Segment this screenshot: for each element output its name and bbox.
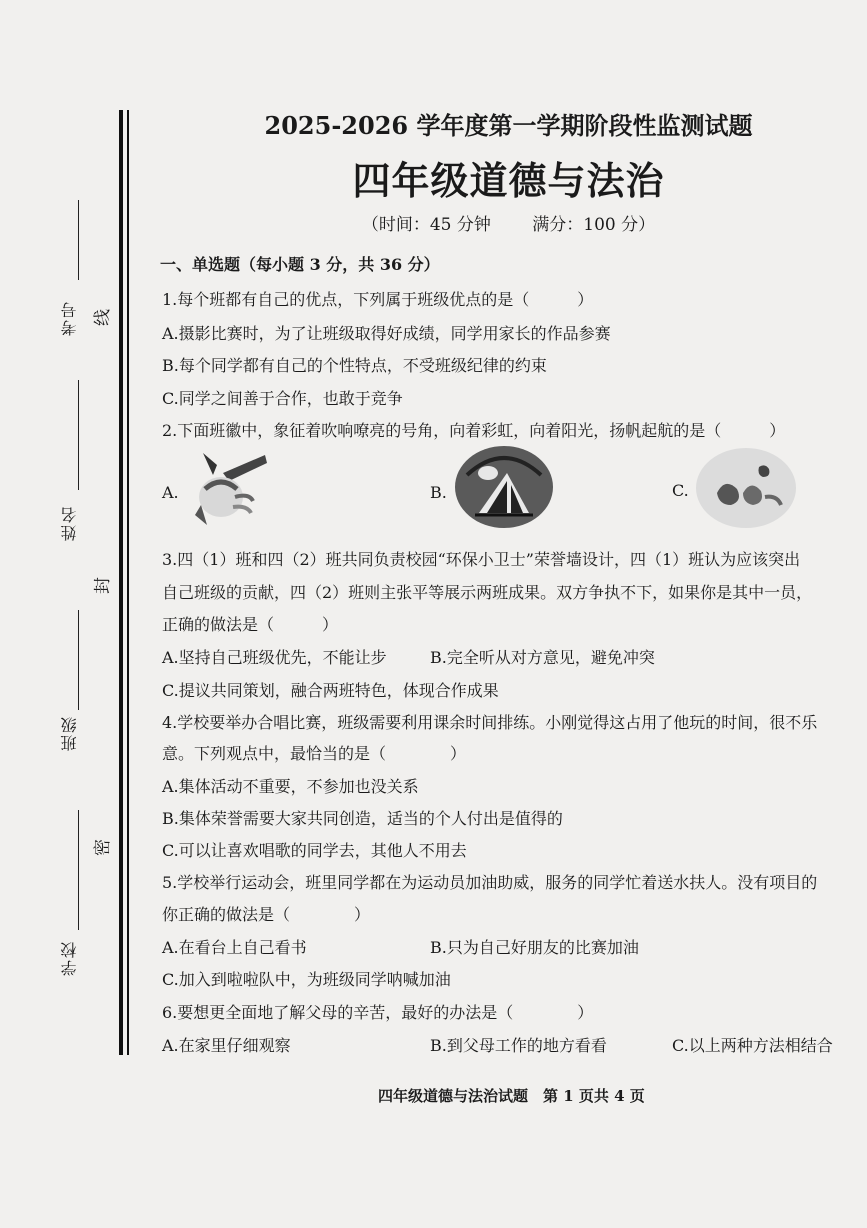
section-heading: 一、单选题（每小题 3 分，共 36 分） (160, 255, 440, 274)
badge-b-icon (453, 445, 555, 530)
q3-option-b: B.完全听从对方意见，避免冲突 (430, 648, 655, 667)
q3-option-a: A.坚持自己班级优先，不能让步 (162, 648, 387, 667)
q4-option-b: B.集体荣誉需要大家共同创造，适当的个人付出是值得的 (162, 809, 563, 828)
q4-option-c: C.可以让喜欢唱歌的同学去，其他人不用去 (162, 841, 467, 860)
q1-option-c: C.同学之间善于合作，也敢于竞争 (162, 389, 403, 408)
badge-c-icon (695, 447, 797, 529)
seal-char-seal: 封 (93, 577, 113, 594)
q6-option-c: C.以上两种方法相结合 (672, 1036, 833, 1055)
name-label: 姓名 (60, 505, 79, 541)
q1-stem: 1.每个班都有自己的优点，下列属于班级优点的是（ ） (162, 290, 594, 309)
exam-title: 2025-2026 学年度第一学期阶段性监测试题 (264, 111, 753, 140)
q3-stem-line-3: 正确的做法是（ ） (162, 615, 339, 634)
school-label: 学校 (60, 940, 79, 976)
exam-info (0, 210, 867, 235)
class-blank (78, 610, 79, 710)
exam-score: 满分：100 分） (532, 215, 656, 235)
q5-option-b: B.只为自己好朋友的比赛加油 (430, 938, 639, 957)
q4-stem-line-1: 4.学校要举办合唱比赛，班级需要利用课余时间排练。小刚觉得这占用了他玩的时间，很不乐 (162, 713, 818, 732)
q1-option-a: A.摄影比赛时，为了让班级取得好成绩，同学用家长的作品参赛 (162, 324, 611, 343)
q5-stem-line-2: 你正确的做法是（ ） (162, 905, 371, 924)
name-blank (78, 380, 79, 490)
q2-option-b: B. (430, 483, 447, 502)
q6-option-a: A.在家里仔细观察 (162, 1036, 291, 1055)
seal-char-line: 线 (93, 309, 113, 326)
q5-stem-line-1: 5.学校举行运动会，班里同学都在为运动员加油助威，服务的同学忙着送水扶人。没有项目的 (162, 873, 818, 892)
page-footer: 四年级道德与法治试题 第 1 页共 4 页 (378, 1087, 645, 1105)
exam-time: （时间：45 分钟 (361, 215, 491, 235)
q6-stem: 6.要想更全面地了解父母的辛苦，最好的办法是（ ） (162, 1003, 594, 1022)
q1-option-b: B.每个同学都有自己的个性特点，不受班级纪律的约束 (162, 356, 547, 375)
q3-stem-line-1: 3.四（1）班和四（2）班共同负责校园“环保小卫士”荣誉墙设计，四（1）班认为应该突出 (162, 550, 801, 569)
q5-option-a: A.在看台上自己看书 (162, 938, 307, 957)
binding-line-thick (119, 110, 123, 1055)
school-blank (78, 810, 79, 930)
q5-option-c: C.加入到啦啦队中，为班级同学呐喊加油 (162, 970, 451, 989)
q2-stem: 2.下面班徽中，象征着吹响嘹亮的号角，向着彩虹，向着阳光，扬帆起航的是（ ） (162, 421, 786, 440)
badge-a-icon (183, 445, 273, 530)
q4-stem-line-2: 意。下列观点中，最恰当的是（ ） (162, 744, 467, 763)
q3-stem-line-2: 自己班级的贡献，四（2）班则主张平等展示两班成果。双方争执不下，如果你是其中一员， (162, 583, 813, 602)
exam-no-label: 考号 (60, 300, 79, 336)
q4-option-a: A.集体活动不重要，不参加也没关系 (162, 777, 419, 796)
q2-option-c: C. (672, 481, 689, 500)
seal-char-secret: 密 (93, 839, 113, 856)
class-label: 班级 (60, 715, 79, 751)
q3-option-c: C.提议共同策划，融合两班特色，体现合作成果 (162, 681, 499, 700)
q6-option-b: B.到父母工作的地方看看 (430, 1036, 607, 1055)
q2-option-a: A. (162, 483, 179, 502)
binding-line-thin (127, 110, 129, 1055)
subject-title: 四年级道德与法治 (352, 158, 665, 203)
